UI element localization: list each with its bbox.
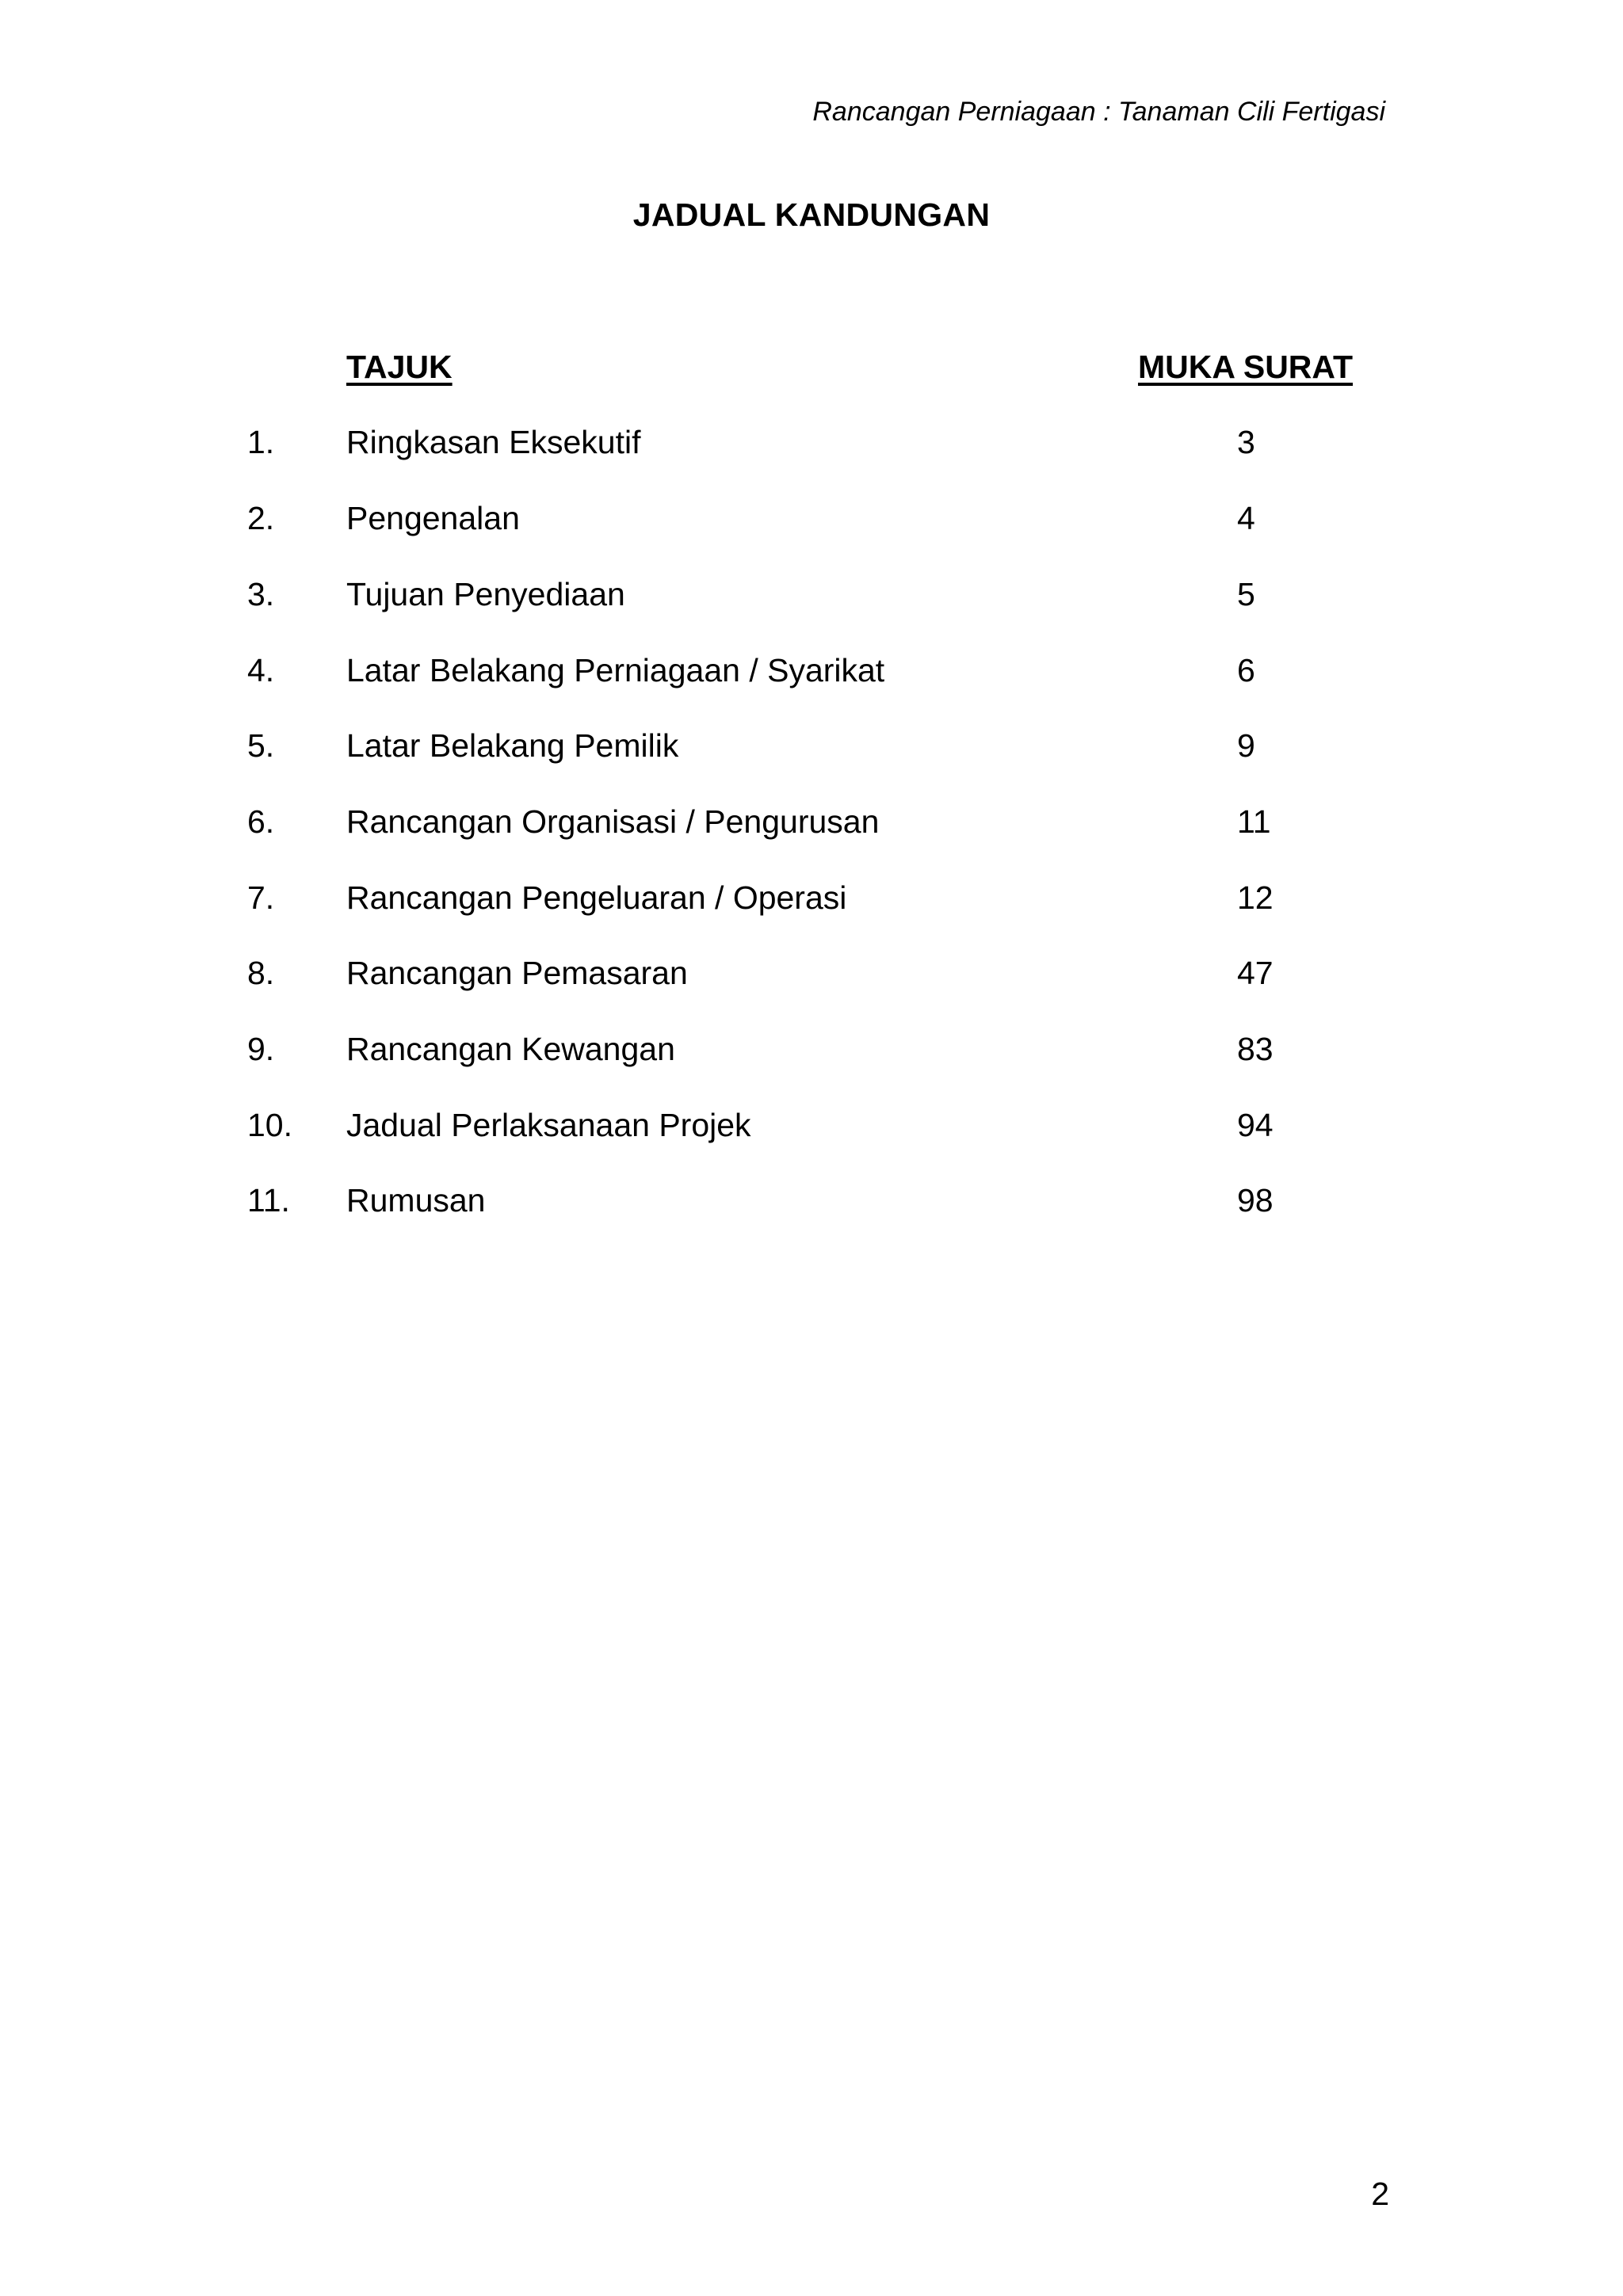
toc-entry-page: 3 bbox=[1237, 424, 1255, 460]
toc-entry-label: Jadual Perlaksanaan Projek bbox=[346, 1107, 751, 1143]
toc-entry bbox=[0, 652, 1623, 700]
toc-entry-number: 5. bbox=[247, 727, 275, 764]
toc-entry-label: Rumusan bbox=[346, 1182, 486, 1219]
toc-entry-label: Pengenalan bbox=[346, 500, 520, 536]
page-number: 2 bbox=[1371, 2176, 1389, 2212]
toc-entry-label: Tujuan Penyediaan bbox=[346, 576, 625, 612]
toc-entry bbox=[0, 955, 1623, 1002]
toc-entry bbox=[0, 1182, 1623, 1230]
toc-entry-page: 9 bbox=[1237, 727, 1255, 764]
toc-entry-number: 1. bbox=[247, 424, 275, 460]
toc-entry-number: 2. bbox=[247, 500, 275, 536]
toc-entry-number: 11. bbox=[247, 1182, 290, 1219]
toc-entry-page: 4 bbox=[1237, 500, 1255, 536]
toc-entry-label: Rancangan Pemasaran bbox=[346, 955, 688, 991]
toc-entry-page: 47 bbox=[1237, 955, 1274, 991]
toc-entry-number: 10. bbox=[247, 1107, 292, 1143]
toc-entry bbox=[0, 576, 1623, 624]
toc-entry-page: 5 bbox=[1237, 576, 1255, 612]
toc-entry bbox=[0, 879, 1623, 927]
page-title: JADUAL KANDUNGAN bbox=[632, 196, 991, 233]
toc-entry-label: Rancangan Organisasi / Pengurusan bbox=[346, 803, 880, 840]
column-heading-page: MUKA SURAT bbox=[1138, 349, 1354, 385]
toc-entry-label: Latar Belakang Perniagaan / Syarikat bbox=[346, 652, 885, 688]
toc-entry bbox=[0, 500, 1623, 547]
column-heading-title: TAJUK bbox=[346, 349, 453, 385]
toc-entry-number: 7. bbox=[247, 879, 275, 916]
running-header: Rancangan Perniagaan : Tanaman Cili Fertigasi bbox=[812, 97, 1385, 127]
toc-entry bbox=[0, 424, 1623, 471]
toc-entry-page: 83 bbox=[1237, 1031, 1274, 1067]
toc-entry-page: 98 bbox=[1237, 1182, 1274, 1219]
toc-entry-page: 94 bbox=[1237, 1107, 1274, 1143]
toc-entry-label: Ringkasan Eksekutif bbox=[346, 424, 641, 460]
toc-entry-number: 3. bbox=[247, 576, 275, 612]
toc-entry-number: 4. bbox=[247, 652, 275, 688]
toc-entry bbox=[0, 803, 1623, 851]
toc-entry-label: Rancangan Pengeluaran / Operasi bbox=[346, 879, 847, 916]
toc-entry-label: Rancangan Kewangan bbox=[346, 1031, 675, 1067]
toc-entry bbox=[0, 1031, 1623, 1078]
toc-entry-number: 6. bbox=[247, 803, 275, 840]
toc-entry bbox=[0, 1107, 1623, 1154]
toc-entry-page: 11 bbox=[1237, 803, 1271, 840]
toc-entry-label: Latar Belakang Pemilik bbox=[346, 727, 679, 764]
toc-entry-number: 9. bbox=[247, 1031, 275, 1067]
toc-entry bbox=[0, 727, 1623, 775]
toc-entry-page: 6 bbox=[1237, 652, 1255, 688]
toc-entry-page: 12 bbox=[1237, 879, 1274, 916]
toc-entry-number: 8. bbox=[247, 955, 275, 991]
